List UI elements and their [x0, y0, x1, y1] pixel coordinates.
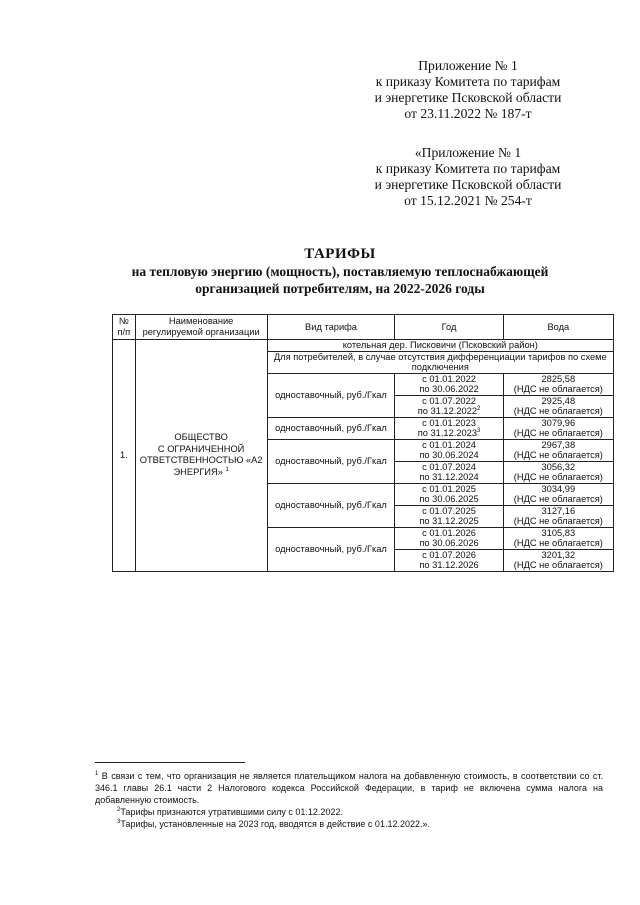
footnotes [95, 770, 603, 830]
organization-name-text: С ОГРАНИЧЕННОЙ ОТВЕТСТВЕННОСТЬЮ «А2 ЭНЕРГИЯ» [139, 443, 263, 477]
header-year: Год [395, 315, 503, 340]
tariff-value: 2825,58 [541, 373, 576, 384]
vat-note: (НДС не облагается) [513, 384, 603, 395]
footnote-text: Тарифы признаются утратившими силу с 01.12.2022. [120, 807, 343, 817]
tariff-value-cell [503, 461, 613, 483]
footnote-text: Тарифы, установленные на 2023 год, вводятся в действие с 01.12.2022.». [120, 819, 430, 829]
tariff-value-cell [503, 505, 613, 527]
period-to [397, 450, 500, 461]
period-to [397, 560, 500, 571]
appendix-line: к приказу Комитета по тарифам [375, 161, 561, 176]
tariff-value-cell [503, 549, 613, 571]
appendix-line: и энергетике Псковской области [374, 90, 562, 105]
period-from: с 01.07.2026 [422, 549, 476, 560]
footnote-text: В связи с тем, что организация не является плательщиком налога на добавленную стоимость, в соответствии со ст. 346.1 главы 26.1 части 2 Налогового кодекса Российской Федерации, в тариф не включена сумма налога на добавленную стоимость. [95, 771, 603, 805]
consumer-group: Для потребителей, в случае отсутствия дифференциации тарифов по схеме подключения [267, 351, 613, 373]
period-to [397, 406, 500, 417]
period-to-text: по 31.12.2026 [419, 560, 479, 571]
period-to [397, 472, 500, 483]
footnote-ref: 2 [477, 406, 481, 413]
tariff-value-cell [503, 527, 613, 549]
period-from: с 01.07.2024 [422, 461, 476, 472]
period-cell [395, 439, 503, 461]
period-to-text: по 31.12.2024 [419, 472, 479, 483]
period-to-text: по 30.06.2025 [419, 494, 479, 505]
period-cell [395, 417, 503, 439]
tariff-value: 3105,83 [541, 527, 576, 538]
appendix-line: «Приложение № 1 [414, 145, 522, 160]
period-to-text: по 31.12.2022 [417, 406, 478, 417]
period-to-text: по 30.06.2022 [419, 384, 479, 395]
appendix-current-header [348, 58, 588, 122]
tariff-type: одноставочный, руб./Гкал [267, 527, 395, 571]
period-to [397, 516, 500, 527]
appendix-line: от 15.12.2021 № 254-т [404, 193, 532, 208]
vat-note: (НДС не облагается) [513, 516, 603, 527]
tariff-value: 3034,99 [541, 483, 576, 494]
appendix-line: Приложение № 1 [418, 58, 518, 73]
tariff-value-cell [503, 373, 613, 395]
appendix-previous-header [348, 145, 588, 209]
period-cell [395, 373, 503, 395]
period-from: с 01.01.2024 [422, 439, 476, 450]
footnote-separator [95, 762, 245, 763]
header-num: № п/п [113, 315, 136, 340]
tariff-value-cell [503, 483, 613, 505]
header-org: Наименование регулируемой организации [135, 315, 267, 340]
table-header-row [113, 315, 614, 340]
tariff-value: 3127,16 [541, 505, 576, 516]
period-to [397, 428, 500, 439]
period-cell [395, 527, 503, 549]
tariff-value-cell [503, 439, 613, 461]
vat-note: (НДС не облагается) [513, 560, 603, 571]
footnote-ref: 1 [225, 466, 229, 473]
period-to-text: по 30.06.2026 [419, 538, 479, 549]
tariff-type: одноставочный, руб./Гкал [267, 417, 395, 439]
period-cell [395, 483, 503, 505]
vat-note: (НДС не облагается) [513, 450, 603, 461]
title-subtitle: организацией потребителям, на 2022-2026 годы [195, 281, 485, 296]
period-cell [395, 505, 503, 527]
appendix-line: и энергетике Псковской области [374, 177, 562, 192]
footnote-mark: 1 [95, 771, 99, 777]
organization-name-line: ОБЩЕСТВО [174, 432, 228, 443]
vat-note: (НДС не облагается) [513, 406, 603, 417]
period-from: с 01.07.2022 [422, 395, 476, 406]
tariff-table [112, 314, 614, 572]
title-main: ТАРИФЫ [304, 246, 376, 262]
period-cell [395, 549, 503, 571]
tariff-value: 3079,96 [541, 417, 576, 428]
footnote-1 [95, 770, 603, 806]
vat-note: (НДС не облагается) [513, 472, 603, 483]
organization-name [135, 340, 267, 572]
boiler-house: котельная дер. Писковичи (Псковский район) [267, 340, 613, 352]
tariff-type: одноставочный, руб./Гкал [267, 439, 395, 483]
tariff-value-cell [503, 417, 613, 439]
vat-note: (НДС не облагается) [513, 428, 603, 439]
tariff-type: одноставочный, руб./Гкал [267, 483, 395, 527]
period-to-text: по 31.12.2023 [417, 428, 478, 439]
period-from: с 01.01.2026 [422, 527, 476, 538]
period-from: с 01.01.2022 [422, 373, 476, 384]
footnote-3 [95, 818, 603, 830]
period-from: с 01.01.2023 [422, 417, 476, 428]
tariff-value: 3201,32 [541, 549, 576, 560]
period-to [397, 384, 500, 395]
period-cell [395, 395, 503, 417]
period-to [397, 538, 500, 549]
footnote-2 [95, 806, 603, 818]
title-subtitle: на тепловую энергию (мощность), поставляемую теплоснабжающей [131, 264, 549, 279]
vat-note: (НДС не облагается) [513, 538, 603, 549]
period-from: с 01.01.2025 [422, 483, 476, 494]
period-to [397, 494, 500, 505]
footnote-mark: 2 [117, 807, 121, 813]
appendix-line: от 23.11.2022 № 187-т [404, 106, 532, 121]
period-from: с 01.07.2025 [422, 505, 476, 516]
tariff-value: 3056,32 [541, 461, 576, 472]
period-to-text: по 30.06.2024 [419, 450, 479, 461]
table-body [113, 340, 614, 572]
tariff-value: 2967,38 [541, 439, 576, 450]
organization-name-line [138, 444, 265, 479]
footnote-mark: 3 [117, 819, 121, 825]
tariff-value-cell [503, 395, 613, 417]
period-cell [395, 461, 503, 483]
period-to-text: по 31.12.2025 [419, 516, 479, 527]
footnote-ref: 3 [477, 428, 481, 435]
document-title [90, 245, 590, 297]
header-value: Вода [503, 315, 613, 340]
row-number: 1. [113, 340, 136, 572]
table-row [113, 340, 614, 352]
appendix-line: к приказу Комитета по тарифам [375, 74, 561, 89]
tariff-type: одноставочный, руб./Гкал [267, 373, 395, 417]
header-type: Вид тарифа [267, 315, 395, 340]
vat-note: (НДС не облагается) [513, 494, 603, 505]
tariff-value: 2925,48 [541, 395, 576, 406]
